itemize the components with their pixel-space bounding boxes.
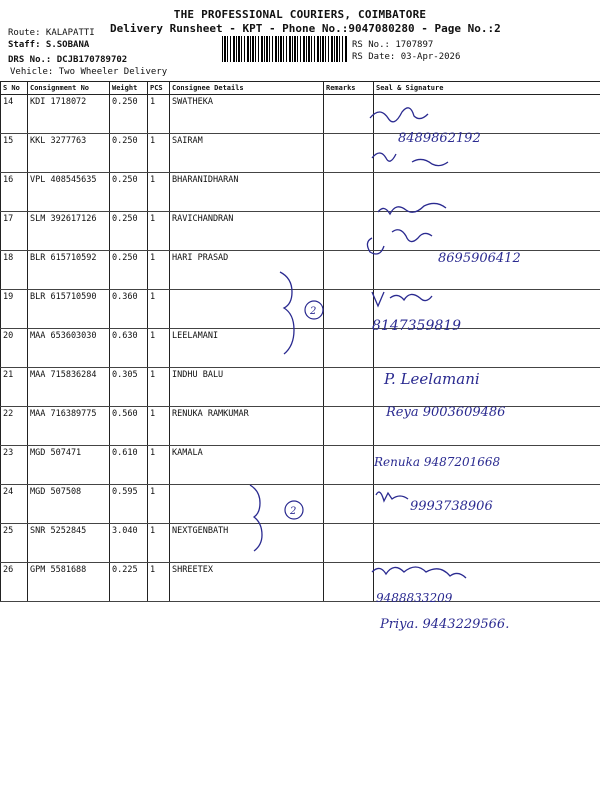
handwritten-note: 8695906412 (438, 251, 521, 266)
cell-remarks (324, 173, 374, 212)
table-row (1, 290, 600, 329)
cell-consignment: KDI 1718072 (28, 95, 110, 134)
cell-pcs: 1 (148, 524, 170, 563)
cell-pcs: 1 (148, 407, 170, 446)
cell-remarks (324, 368, 374, 407)
cell-pcs: 1 (148, 446, 170, 485)
cell-sno: 21 (1, 368, 28, 407)
cell-consignee: NEXTGENBATH (170, 524, 324, 563)
table-row (1, 446, 600, 485)
cell-consignment: BLR 615710590 (28, 290, 110, 329)
cell-pcs: 1 (148, 563, 170, 602)
col-remarks: Remarks (324, 82, 374, 95)
cell-sno: 15 (1, 134, 28, 173)
table-row (1, 95, 600, 134)
handwritten-note: 9488833209 (376, 591, 453, 605)
cell-signature (374, 446, 600, 485)
cell-consignee (170, 290, 324, 329)
cell-weight: 0.610 (110, 446, 148, 485)
table-row (1, 212, 600, 251)
cell-weight: 0.360 (110, 290, 148, 329)
cell-consignee: RENUKA RAMKUMAR (170, 407, 324, 446)
cell-remarks (324, 329, 374, 368)
cell-sno: 26 (1, 563, 28, 602)
cell-sno: 17 (1, 212, 28, 251)
cell-consignment: VPL 408545635 (28, 173, 110, 212)
cell-weight: 0.560 (110, 407, 148, 446)
cell-weight: 0.250 (110, 251, 148, 290)
cell-signature (374, 485, 600, 524)
cell-sno: 25 (1, 524, 28, 563)
cell-consignee: SAIRAM (170, 134, 324, 173)
staff-label: Staff: S.SOBANA (8, 40, 90, 50)
cell-sno: 18 (1, 251, 28, 290)
cell-sno: 20 (1, 329, 28, 368)
table-row (1, 134, 600, 173)
cell-remarks (324, 212, 374, 251)
col-pcs: PCS (148, 82, 170, 95)
cell-remarks (324, 290, 374, 329)
table-row (1, 485, 600, 524)
cell-pcs: 1 (148, 173, 170, 212)
cell-signature (374, 212, 600, 251)
cell-pcs: 1 (148, 95, 170, 134)
cell-signature (374, 407, 600, 446)
cell-consignee: SWATHEKA (170, 95, 324, 134)
cell-remarks (324, 446, 374, 485)
cell-sno: 22 (1, 407, 28, 446)
col-signature: Seal & Signature (374, 82, 600, 95)
handwritten-note: 8489862192 (398, 131, 481, 146)
cell-sno: 24 (1, 485, 28, 524)
cell-consignment: KKL 3277763 (28, 134, 110, 173)
cell-remarks (324, 407, 374, 446)
table-row (1, 563, 600, 602)
table-row (1, 329, 600, 368)
cell-pcs: 1 (148, 212, 170, 251)
cell-sno: 19 (1, 290, 28, 329)
cell-weight: 0.630 (110, 329, 148, 368)
runsheet-subtitle: Delivery Runsheet - KPT - Phone No.:9047080280 - Page No.:2 (110, 22, 501, 35)
cell-remarks (324, 485, 374, 524)
cell-weight: 0.250 (110, 134, 148, 173)
cell-signature (374, 563, 600, 602)
handwritten-note: 9993738906 (410, 499, 493, 514)
cell-consignee: BHARANIDHARAN (170, 173, 324, 212)
cell-consignee (170, 485, 324, 524)
cell-signature (374, 524, 600, 563)
cell-sno: 23 (1, 446, 28, 485)
cell-signature (374, 290, 600, 329)
cell-sno: 16 (1, 173, 28, 212)
table-row (1, 368, 600, 407)
cell-weight: 0.250 (110, 95, 148, 134)
cell-consignment: MAA 715836284 (28, 368, 110, 407)
cell-consignment: MGD 507471 (28, 446, 110, 485)
route-label: Route: KALAPATTI (8, 28, 95, 38)
cell-signature (374, 368, 600, 407)
cell-consignment: GPM 5581688 (28, 563, 110, 602)
cell-consignee: KAMALA (170, 446, 324, 485)
cell-pcs: 1 (148, 251, 170, 290)
cell-weight: 0.250 (110, 173, 148, 212)
cell-pcs: 1 (148, 290, 170, 329)
col-consignee: Consignee Details (170, 82, 324, 95)
company-title: THE PROFESSIONAL COURIERS, COIMBATORE (173, 8, 427, 21)
cell-consignee: HARI PRASAD (170, 251, 324, 290)
handwritten-note: Renuka 9487201668 (374, 455, 501, 469)
cell-pcs: 1 (148, 368, 170, 407)
table-row (1, 251, 600, 290)
col-weight: Weight (110, 82, 148, 95)
cell-consignment: SLM 392617126 (28, 212, 110, 251)
cell-remarks (324, 95, 374, 134)
cell-sno: 14 (1, 95, 28, 134)
handwritten-note: 8147359819 (372, 318, 462, 334)
cell-pcs: 1 (148, 329, 170, 368)
handwritten-note: Reya 9003609486 (386, 405, 506, 420)
handwritten-note: Priya. 9443229566. (380, 617, 510, 632)
cell-consignee: INDHU BALU (170, 368, 324, 407)
cell-consignment: SNR 5252845 (28, 524, 110, 563)
cell-signature (374, 134, 600, 173)
cell-signature (374, 251, 600, 290)
vehicle-label: Vehicle: Two Wheeler Delivery (10, 67, 168, 77)
cell-weight: 0.250 (110, 212, 148, 251)
table-row (1, 524, 600, 563)
cell-consignment: BLR 615710592 (28, 251, 110, 290)
cell-consignment: MAA 716389775 (28, 407, 110, 446)
handwritten-note: P. Leelamani (384, 370, 480, 388)
barcode (222, 36, 348, 62)
cell-remarks (324, 524, 374, 563)
rs-date: RS Date: 03-Apr-2026 (352, 52, 461, 62)
runsheet-table (0, 81, 600, 602)
col-sno: S No (1, 82, 28, 95)
drs-number: DRS No.: DCJB170789702 (8, 55, 128, 65)
cell-consignee: SHREETEX (170, 563, 324, 602)
cell-signature (374, 173, 600, 212)
cell-consignment: MAA 653603030 (28, 329, 110, 368)
cell-signature (374, 329, 600, 368)
cell-pcs: 1 (148, 134, 170, 173)
cell-weight: 3.040 (110, 524, 148, 563)
cell-remarks (324, 563, 374, 602)
col-consignment: Consignment No (28, 82, 110, 95)
cell-weight: 0.305 (110, 368, 148, 407)
rs-number: RS No.: 1707897 (352, 40, 434, 50)
svg-text:2: 2 (310, 306, 317, 317)
cell-consignment: MGD 507508 (28, 485, 110, 524)
svg-text:2: 2 (290, 506, 297, 517)
table-row (1, 173, 600, 212)
cell-signature (374, 95, 600, 134)
cell-weight: 0.225 (110, 563, 148, 602)
table-header-row (1, 82, 600, 95)
table-row (1, 407, 600, 446)
cell-consignee: RAVICHANDRAN (170, 212, 324, 251)
cell-remarks (324, 251, 374, 290)
cell-remarks (324, 134, 374, 173)
cell-consignee: LEELAMANI (170, 329, 324, 368)
cell-pcs: 1 (148, 485, 170, 524)
cell-weight: 0.595 (110, 485, 148, 524)
